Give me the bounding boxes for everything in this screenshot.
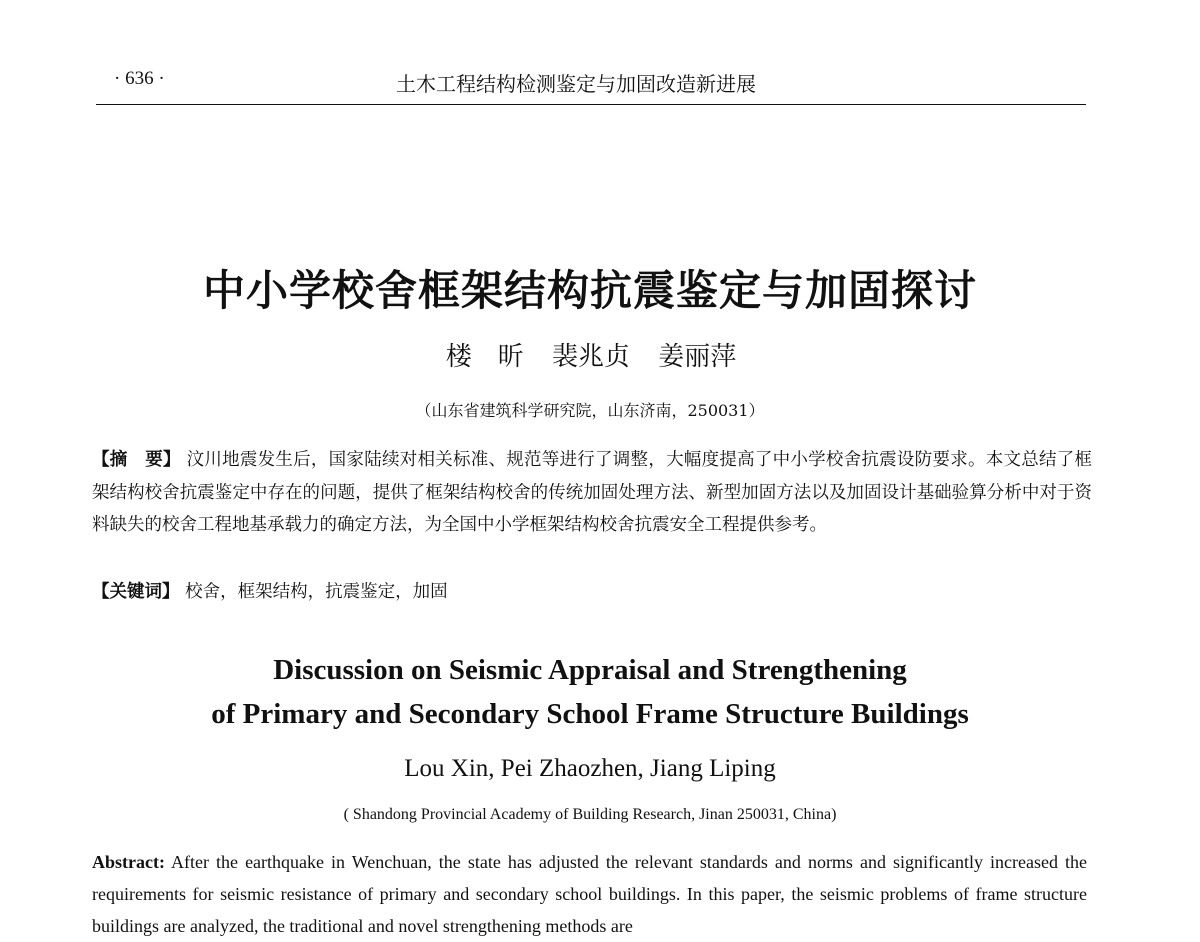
author-zh-3: 姜丽萍 xyxy=(658,342,737,372)
authors-en: Lou Xin, Pei Zhaozhen, Jiang Liping xyxy=(404,755,776,782)
paper-title-zh: 中小学校舍框架结构抗震鉴定与加固探讨 xyxy=(202,266,977,315)
header-rule xyxy=(96,104,1086,105)
paper-title-en-line2: of Primary and Secondary School Frame Structure Buildings xyxy=(211,698,969,730)
affiliation-zh: （山东省建筑科学研究院，山东济南，250031） xyxy=(415,401,765,420)
paper-title-en-line1: Discussion on Seismic Appraisal and Strengthening xyxy=(273,654,907,686)
author-zh-2: 裴兆贞 xyxy=(551,342,630,372)
abstract-en-text: After the earthquake in Wenchuan, the state has adjusted the relevant standards and norms and significantly increased the requirements for seismic resistance of primary and secondary school buildings. In this paper, the seismic problems of frame structure buildings are analyzed, the traditional and novel strengthening methods are xyxy=(92,852,1087,936)
abstract-en xyxy=(92,846,1087,942)
abstract-zh-label: 【摘 要】 xyxy=(92,450,181,470)
authors-zh xyxy=(0,336,1182,373)
author-zh-1: 楼 昕 xyxy=(445,342,524,372)
journal-title: 土木工程结构检测鉴定与加固改造新进展 xyxy=(396,72,756,96)
keywords-zh-text: 校舍，框架结构，抗震鉴定，加固 xyxy=(185,582,448,602)
keywords-zh-label: 【关键词】 xyxy=(92,582,180,602)
running-head xyxy=(96,64,1086,100)
abstract-zh-text: 汶川地震发生后，国家陆续对相关标准、规范等进行了调整，大幅度提高了中小学校舍抗震设防要求。本文总结了框架结构校舍抗震鉴定中存在的问题，提供了框架结构校舍的传统加固处理方法、新型加固方法以及加固设计基础验算分析中对于资料缺失的校舍工程地基承载力的确定方法，为全国中小学框架结构校舍抗震安全工程提供参考。 xyxy=(92,450,1092,535)
affiliation-en: ( Shandong Provincial Academy of Building Research, Jinan 250031, China) xyxy=(343,806,837,823)
page-number: · 636 · xyxy=(114,68,165,89)
paper-title-en xyxy=(0,648,1180,736)
abstract-zh xyxy=(92,444,1092,542)
keywords-zh xyxy=(92,576,1092,608)
abstract-en-label: Abstract: xyxy=(92,852,165,872)
